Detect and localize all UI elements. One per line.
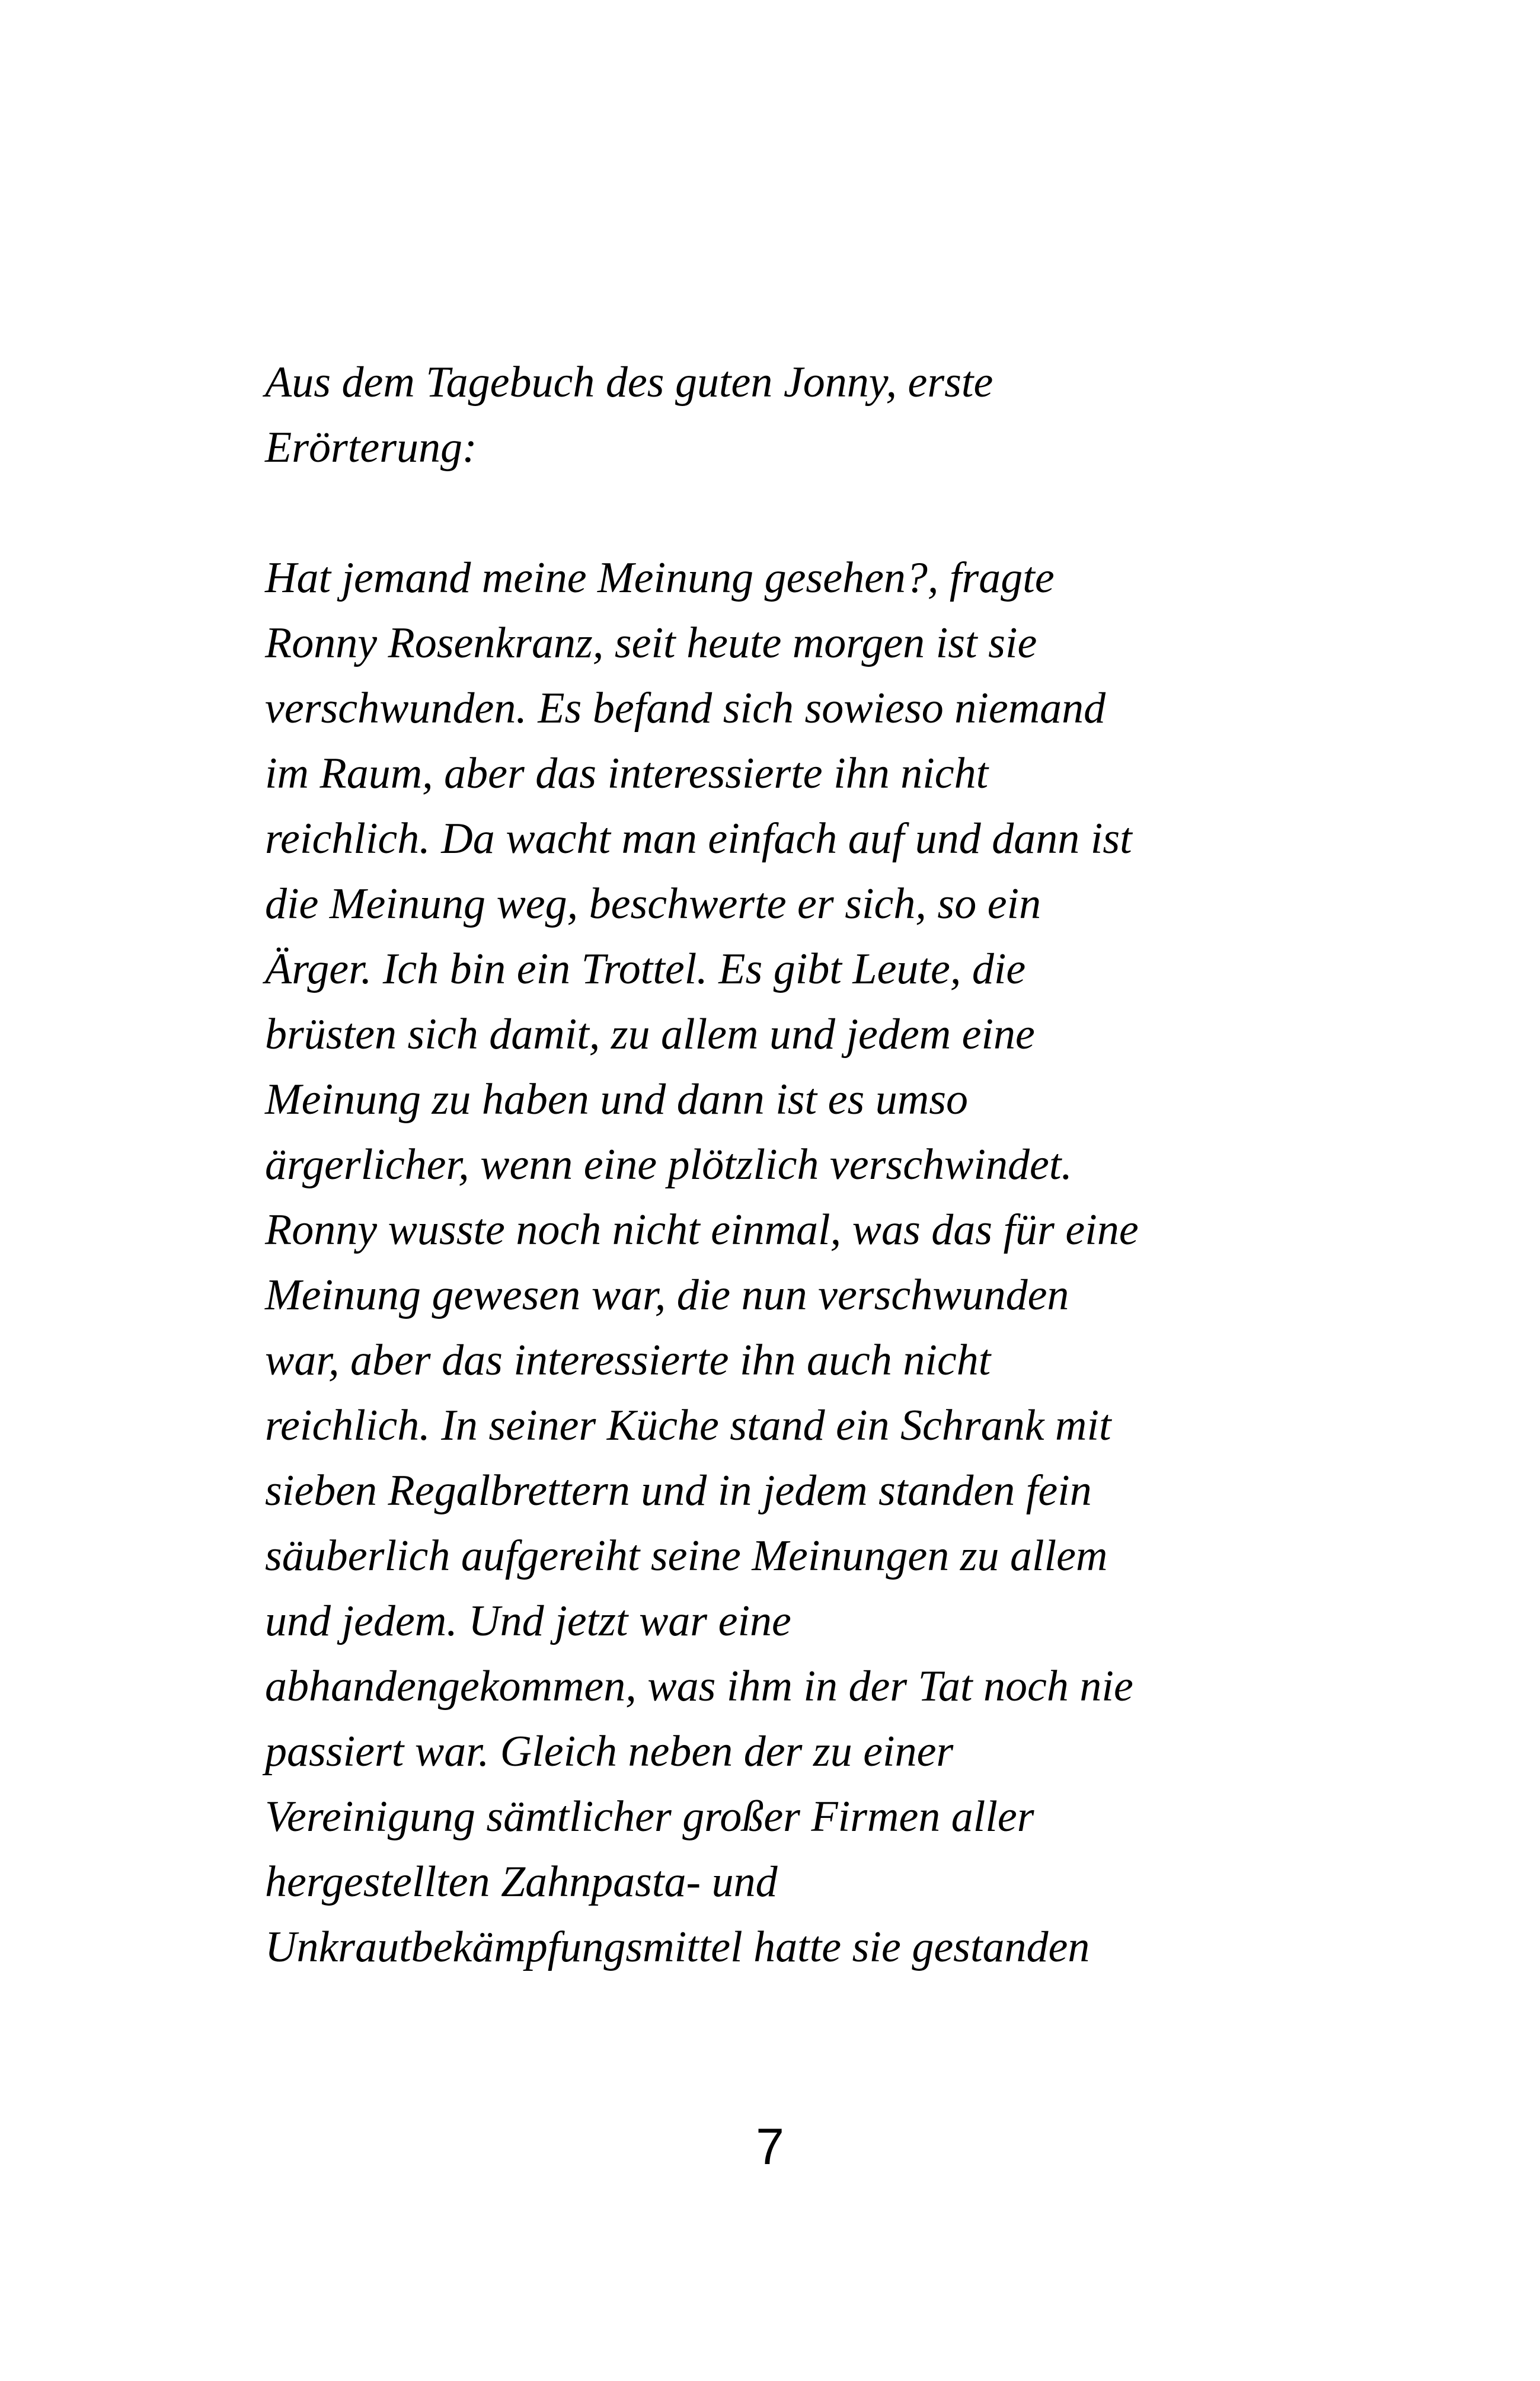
heading-line: Aus dem Tagebuch des guten Jonny, erste — [265, 358, 993, 407]
heading-line: Erörterung: — [265, 423, 477, 472]
body-line: reichlich. Da wacht man einfach auf und dann ist — [265, 814, 1132, 863]
body-line: im Raum, aber das interessierte ihn nicht — [265, 749, 989, 798]
body-line: Meinung zu haben und dann ist es umso — [265, 1075, 968, 1124]
body-line: abhandengekommen, was ihm in der Tat noch nie — [265, 1662, 1133, 1711]
body-line: sieben Regalbrettern und in jedem standen fein — [265, 1466, 1092, 1515]
body-line: die Meinung weg, beschwerte er sich, so ein — [265, 880, 1041, 928]
body-line: reichlich. In seiner Küche stand ein Schrank mit — [265, 1401, 1111, 1450]
body-line: Ronny wusste noch nicht einmal, was das für eine — [265, 1206, 1139, 1254]
body-line: Hat jemand meine Meinung gesehen?, fragte — [265, 554, 1055, 602]
page-number: 7 — [756, 2118, 784, 2175]
paragraph-spacer — [265, 480, 1308, 545]
body-line: hergestellten Zahnpasta- und — [265, 1858, 778, 1906]
body-line: Ärger. Ich bin ein Trottel. Es gibt Leute, die — [265, 945, 1026, 993]
body-line: säuberlich aufgereiht seine Meinungen zu allem — [265, 1532, 1108, 1580]
body-line: ärgerlicher, wenn eine plötzlich verschwindet. — [265, 1140, 1072, 1189]
body-line: war, aber das interessierte ihn auch nicht — [265, 1336, 991, 1385]
body-line: Ronny Rosenkranz, seit heute morgen ist sie — [265, 619, 1037, 667]
body-line: verschwunden. Es befand sich sowieso niemand — [265, 684, 1106, 733]
body-line: Meinung gewesen war, die nun verschwunden — [265, 1271, 1069, 1319]
text-block — [265, 350, 1308, 1980]
body-line: Vereinigung sämtlicher großer Firmen aller — [265, 1792, 1034, 1841]
body-line: und jedem. Und jetzt war eine — [265, 1597, 791, 1645]
body-line: passiert war. Gleich neben der zu einer — [265, 1727, 954, 1776]
body-line: Unkrautbekämpfungsmittel hatte sie gestanden — [265, 1923, 1090, 1971]
body-line: brüsten sich damit, zu allem und jedem eine — [265, 1010, 1035, 1059]
